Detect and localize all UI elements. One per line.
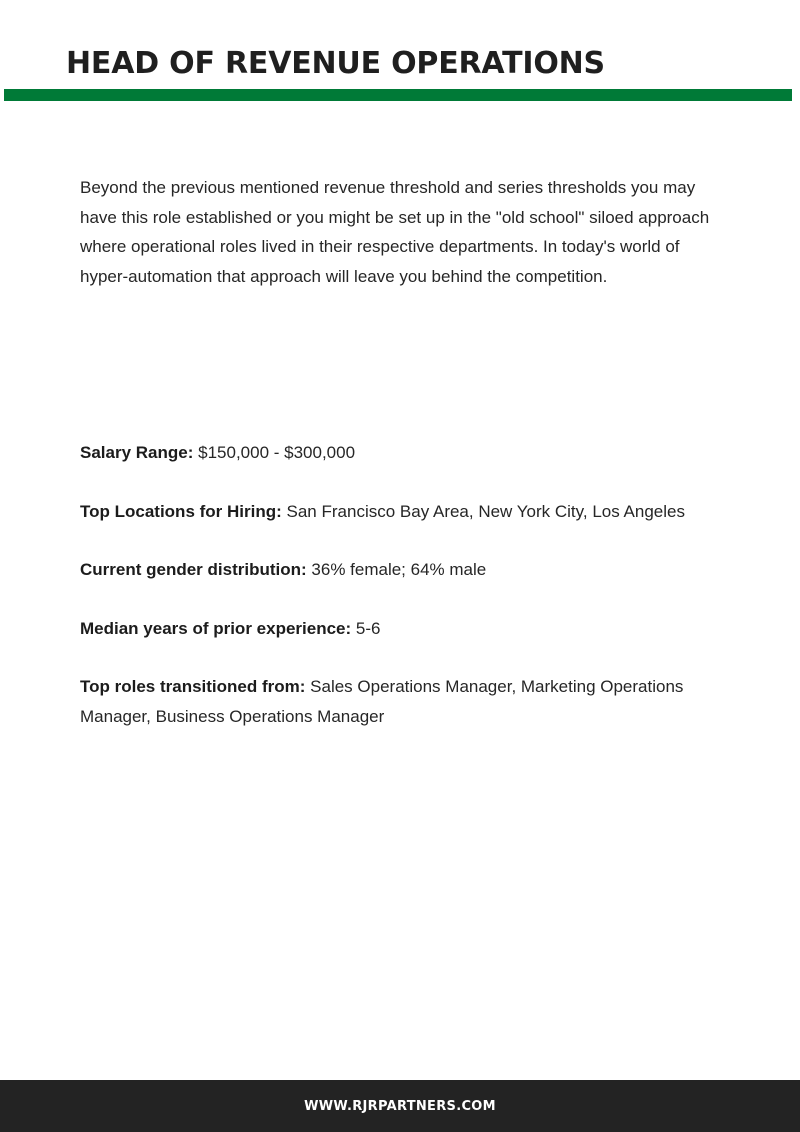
intro-paragraph: Beyond the previous mentioned revenue threshold and series thresholds you may have this role established or you might be set up in the "old school" siloed approach where operational roles lived in their respective departments. In today's world of hyper-automation that approach will leave you behind the competition. — [80, 178, 710, 286]
gender-distribution-value: 36% female; 64% male — [311, 560, 487, 579]
previous-roles-label: Top roles transitioned from: — [80, 677, 306, 696]
top-locations-label: Top Locations for Hiring: — [80, 501, 282, 521]
gender-distribution-label: Current gender distribution: — [80, 560, 307, 579]
median-experience-label: Median years of prior experience: — [80, 618, 352, 638]
page-title: HEAD OF REVENUE OPERATIONS — [66, 46, 605, 81]
median-experience-item — [80, 614, 720, 644]
salary-range-label: Salary Range: — [80, 443, 194, 462]
title-underline-bar — [4, 89, 792, 101]
previous-roles-item — [80, 672, 720, 731]
salary-range-value: $150,000 - $300,000 — [198, 443, 356, 462]
top-locations-item — [80, 497, 720, 527]
gender-distribution-item — [80, 555, 720, 585]
footer-bar — [0, 1080, 800, 1132]
role-facts-list — [80, 438, 720, 760]
website-link[interactable]: WWW.RJRPARTNERS.COM — [304, 1098, 496, 1114]
median-experience-value: 5-6 — [355, 618, 381, 638]
top-locations-value: San Francisco Bay Area, New York City, Los Angeles — [286, 501, 685, 521]
previous-roles-value: Sales Operations Manager, Marketing Operations Manager, Business Operations Manager — [80, 677, 684, 726]
salary-range-item — [80, 438, 720, 468]
